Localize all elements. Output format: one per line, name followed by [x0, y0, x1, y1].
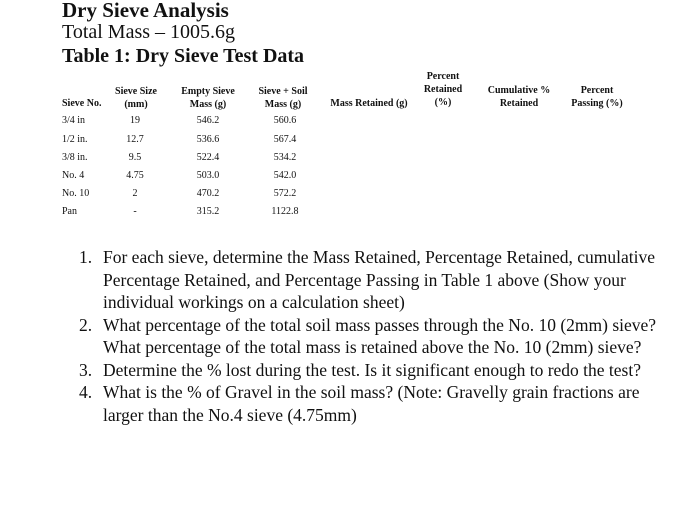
header-empty-sieve-line1: Empty Sieve	[181, 86, 235, 97]
header-sieve-no: Sieve No.	[62, 98, 102, 109]
cell-size: 4.75	[126, 170, 144, 181]
cell-empty: 522.4	[196, 152, 220, 163]
cell-size: 19	[130, 115, 140, 126]
cell-empty: 503.0	[196, 170, 220, 181]
header-percent-retained-line1: Percent	[426, 71, 460, 82]
cell-empty: 536.6	[196, 134, 220, 145]
header-sieve-soil	[250, 85, 316, 111]
header-sieve-soil-line2: Mass (g)	[264, 99, 302, 110]
header-cumulative-line2: Retained	[499, 98, 539, 109]
cell-soil: 567.4	[273, 134, 297, 145]
question-item	[79, 381, 659, 426]
header-percent-retained	[418, 70, 468, 109]
cell-size: 2	[132, 188, 138, 199]
question-text: For each sieve, determine the Mass Retained, Percentage Retained, cumulative Percentage Retained, and Percentage Passing in Table 1 above (Show your individual workings on a calculation sheet)	[103, 247, 656, 312]
table-title: Table 1: Dry Sieve Test Data	[62, 45, 305, 67]
cell-soil: 572.2	[273, 188, 297, 199]
cell-soil: 534.2	[273, 152, 297, 163]
question-number: 2.	[79, 314, 93, 335]
cell-soil: 560.6	[273, 115, 297, 126]
header-cumulative-line1: Cumulative %	[487, 85, 551, 96]
cell-size: 9.5	[128, 152, 142, 163]
header-mass-retained: Mass Retained (g)	[330, 98, 408, 109]
title: Dry Sieve Analysis	[62, 0, 229, 22]
header-percent-passing	[564, 84, 630, 110]
total-mass: Total Mass – 1005.6g	[62, 21, 236, 43]
cell-size: -	[133, 206, 137, 217]
cell-empty: 546.2	[196, 115, 220, 126]
header-sieve-size-line1: Sieve Size	[115, 86, 157, 97]
cell-soil: 1122.8	[271, 206, 299, 217]
question-number: 3.	[79, 359, 93, 380]
question-item	[79, 314, 659, 359]
cell-sieve: No. 10	[62, 188, 90, 199]
header-empty-sieve	[174, 85, 242, 111]
header-percent-retained-line2: Retained	[423, 84, 463, 95]
cell-soil: 542.0	[273, 170, 297, 181]
header-sieve-soil-line1: Sieve + Soil	[258, 86, 308, 97]
question-item	[79, 246, 659, 314]
cell-sieve: 3/4 in	[62, 115, 86, 126]
cell-empty: 470.2	[196, 188, 220, 199]
question-item	[79, 359, 659, 382]
cell-size: 12.7	[126, 134, 144, 145]
cell-empty: 315.2	[196, 206, 220, 217]
cell-sieve: 1/2 in.	[62, 134, 88, 145]
question-text: What is the % of Gravel in the soil mass? (Note: Gravelly grain fractions are larger than the No.4 sieve (4.75mm)	[103, 382, 640, 425]
header-percent-passing-line1: Percent	[580, 85, 614, 96]
header-sieve-size-line2: (mm)	[124, 99, 148, 110]
question-number: 4.	[79, 382, 93, 402]
header-percent-passing-line2: Passing (%)	[571, 98, 623, 109]
question-text: Determine the % lost during the test. Is it significant enough to redo the test?	[103, 359, 641, 380]
question-number: 1.	[79, 247, 93, 267]
header-percent-retained-line3: (%)	[434, 97, 452, 108]
cell-sieve: 3/8 in.	[62, 152, 88, 163]
header-empty-sieve-line2: Mass (g)	[189, 99, 227, 110]
header-cumulative	[480, 84, 558, 110]
cell-sieve: No. 4	[62, 170, 85, 181]
question-list	[79, 246, 659, 426]
header-sieve-size	[110, 85, 162, 111]
question-text: What percentage of the total soil mass passes through the No. 10 (2mm) sieve? What percentage of the total mass is retained above the No. 10 (2mm) sieve?	[103, 314, 657, 357]
cell-sieve: Pan	[62, 206, 77, 217]
